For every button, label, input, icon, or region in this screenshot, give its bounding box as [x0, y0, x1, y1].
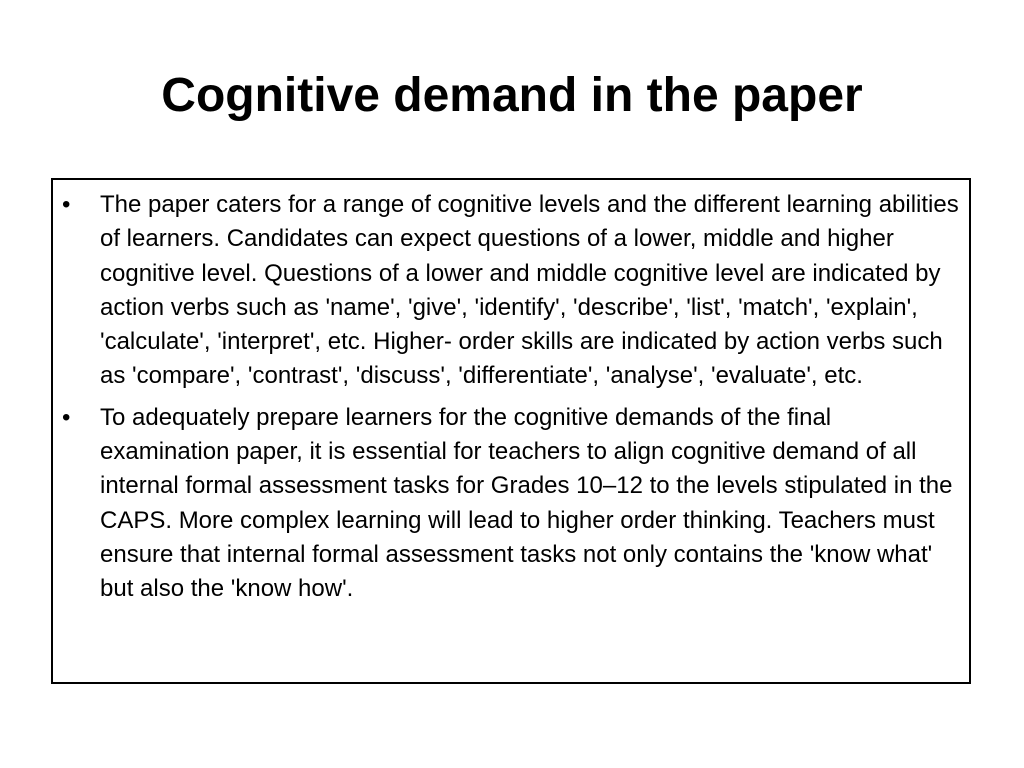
bullet-item-levels [53, 188, 969, 394]
content-box [51, 178, 971, 684]
bullet-icon: • [62, 403, 71, 431]
slide-title: Cognitive demand in the paper [161, 69, 863, 122]
bullet-list [53, 188, 969, 614]
bullet-text-levels: The paper caters for a range of cognitive levels and the different learning abilities of learners. Candidates can expect questions of a lower, middle and higher cognitive level. Questions of a lower and middle cognitive level are indicated by action verbs such as 'name', 'give', 'identify', 'describe', 'list', 'match', 'explain', 'calculate', 'interpret', etc. Higher- order skills are indicated by action verbs such as 'compare', 'contrast', 'discuss', 'differentiate', 'analyse', 'evaluate', etc. [100, 191, 959, 390]
bullet-item-preparation [53, 401, 969, 607]
bullet-text-preparation: To adequately prepare learners for the cognitive demands of the final examination paper, it is essential for teachers to align cognitive demand of all internal formal assessment tasks for Grades 10–12 to the levels stipulated in the CAPS. More complex learning will lead to higher order thinking. Teachers must ensure that internal formal assessment tasks not only contains the 'know what' but also the 'know how'. [100, 403, 953, 603]
bullet-icon: • [62, 191, 71, 218]
